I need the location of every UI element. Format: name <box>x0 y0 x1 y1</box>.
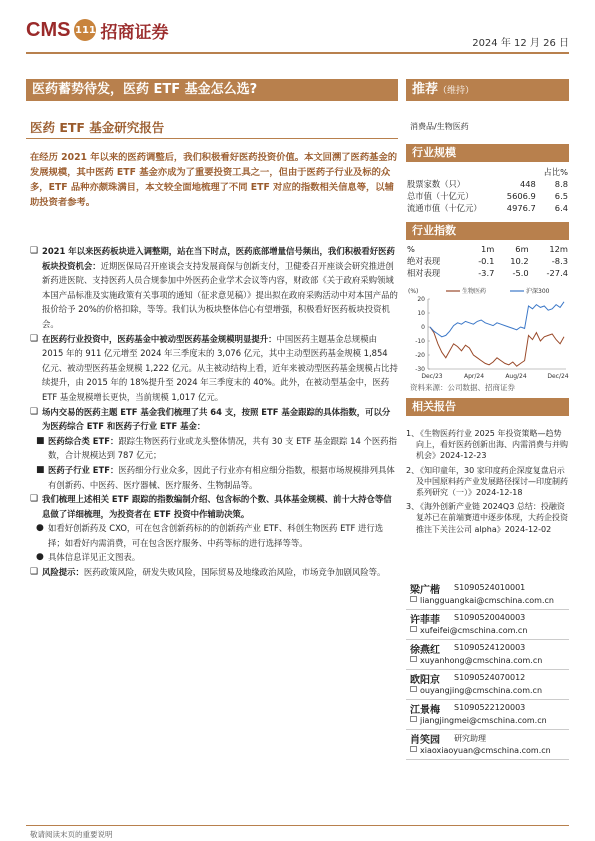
analyst-sid: S1090524010001 <box>454 583 526 592</box>
chart-y-tick: 0 <box>421 324 425 331</box>
bullet-marker-icon: ❑ <box>30 246 39 256</box>
scale-row-pct: 8.8 <box>554 179 568 189</box>
analyst-name: 徐燕红 <box>410 645 440 656</box>
analyst-card <box>406 671 569 701</box>
analyst-sid: S1090524070012 <box>454 673 526 682</box>
scale-row-label: 流通市值（十亿元） <box>407 203 482 213</box>
scale-row-pct: 6.5 <box>554 191 568 201</box>
index-cell: -27.4 <box>546 267 568 278</box>
bullet-text <box>48 521 398 550</box>
bullet-body: 具体信息详见正文图表。 <box>48 552 141 563</box>
analyst-card <box>406 641 569 671</box>
bullet-marker-icon: ❑ <box>30 333 39 344</box>
index-cell: -8.3 <box>551 255 568 266</box>
bullet-text <box>48 463 398 492</box>
scale-table <box>406 166 569 214</box>
section-related-reports: 相关报告 <box>406 398 569 416</box>
bullet-body: 医药细分行业众多，因此子行业亦有相应细分指数，根据市场规模排列具体有创新药、中医药、医疗器械、医疗服务、生物制品等。 <box>48 464 395 490</box>
analyst-sid: 研究助理 <box>454 734 486 743</box>
bullet-marker-icon: ■ <box>36 464 45 475</box>
bullet-body: 跟踪生物医药行业或龙头整体情况，共有 30 支 ETF 基金跟踪 14 个医药指数，合计规模达到 787 亿元； <box>48 435 397 461</box>
analyst-name: 江景梅 <box>410 705 440 716</box>
bullet-marker-icon: ❑ <box>30 494 39 505</box>
index-performance-chart <box>406 285 569 385</box>
analyst-email[interactable]: xufeifei@cmschina.com.cn <box>420 626 528 635</box>
bullet-text <box>42 332 398 405</box>
analyst-sid: S1090524120003 <box>454 643 526 652</box>
analyst-email[interactable]: jiangjingmei@cmschina.com.cn <box>420 716 547 725</box>
bullet-item <box>30 550 398 565</box>
analyst-sid: S1090520040003 <box>454 613 526 622</box>
index-cell: -3.7 <box>478 267 495 278</box>
index-col-head: 1m <box>481 243 495 254</box>
index-row-label: 绝对表现 <box>407 255 441 266</box>
bullet-marker-icon: ■ <box>36 435 45 446</box>
chart-ylabel: (%) <box>408 288 419 295</box>
table-row <box>406 255 569 267</box>
bullet-lead: 在医药行业投资中，医药基金中被动型医药基金规模明显提升： <box>42 333 277 344</box>
analyst-list <box>406 581 569 761</box>
chart-source: 资料来源：公司数据、招商证券 <box>410 383 515 392</box>
summary-paragraph: 在经历 2021 年以来的医药调整后，我们积极看好医药投资价值。本文回溯了医药基金的发展规模，其中医药 ETF 基金亦成为了重要投资工具之一，但由于医药子行业及标的众多，ETF 品种亦颇珠满目，本文较全面地梳理了不同 ETF 对应的指数相关信息等，以辅助投资者参考。 <box>30 152 398 208</box>
analyst-card <box>406 731 569 761</box>
related-report-list <box>406 428 569 538</box>
logo-text-en: CMS <box>26 18 71 41</box>
scale-row-label: 股票家数（只） <box>407 179 466 189</box>
bullet-marker-icon: ❑ <box>30 567 39 578</box>
bullet-list <box>30 244 398 580</box>
scale-row-value: 5606.9 <box>506 191 536 201</box>
chart-y-tick: -30 <box>415 366 425 373</box>
report-subtitle: 医药 ETF 基金研究报告 <box>30 120 165 135</box>
bullet-item <box>30 565 398 580</box>
header-divider <box>26 52 569 54</box>
analyst-name: 欧阳京 <box>410 675 440 686</box>
bullet-text <box>42 405 398 434</box>
chart-x-tick: Aug/24 <box>505 373 527 380</box>
bullet-lead: 风险提示： <box>42 567 84 578</box>
analyst-name: 许菲菲 <box>410 615 440 626</box>
report-number: 1、 <box>406 429 420 438</box>
email-icon <box>410 686 417 692</box>
company-logo <box>26 18 168 42</box>
index-col-head: 6m <box>515 243 529 254</box>
report-title: 医药蓄势待发，医药 ETF 基金怎么选? <box>26 79 398 101</box>
rating-band <box>406 79 569 101</box>
index-cell: -5.0 <box>512 267 529 278</box>
email-icon <box>410 596 417 602</box>
industry-label: 消费品/生物医药 <box>410 122 469 131</box>
table-row <box>406 190 569 202</box>
table-row <box>406 178 569 190</box>
chart-legend-label: 生物医药 <box>462 288 487 295</box>
table-row <box>406 267 569 279</box>
scale-col-head: 占比% <box>543 167 568 177</box>
table-row <box>406 166 569 178</box>
analyst-email[interactable]: xiaoxiaoyuan@cmschina.com.cn <box>420 746 551 755</box>
report-date: 2024 年 12 月 26 日 <box>472 38 569 49</box>
bullet-lead: 医药综合类 ETF： <box>48 435 119 446</box>
chart-svg <box>406 285 569 383</box>
analyst-divider <box>406 759 569 760</box>
analyst-divider <box>406 609 569 610</box>
analyst-sid: S1090522120003 <box>454 703 526 712</box>
analyst-email[interactable]: ouyangjing@cmschina.com.cn <box>420 686 543 695</box>
report-title-link[interactable]: 《生物医药行业 2025 年投资策略—趋势向上，看好医药创新出海、内需消费与并购机会》2024-12-23 <box>416 429 568 461</box>
analyst-card <box>406 701 569 731</box>
bullet-marker-icon: ● <box>36 552 44 563</box>
scale-row-pct: 6.4 <box>554 203 568 213</box>
email-icon <box>410 656 417 662</box>
related-report-item[interactable] <box>406 501 569 535</box>
bullet-body: 中国医药主题基金总规模由 2015 年的 911 亿元增至 2024 年三季度末的 3,076 亿元，其中主动型医药基金规模 1,854 亿元、被动型医药基金规模 1,222 亿元。从主被动结构上看，近年来被动型医药基金规模占比持续提升，由 2015 年的 18%提升至 2024 年三季度末的 40%。此外，在被动型基金中，医药 ETF 基金规模增长更快，当前规模 1,017 亿元。 <box>42 333 398 402</box>
footer-divider <box>26 825 569 826</box>
report-number: 3、 <box>406 502 420 512</box>
analyst-divider <box>406 639 569 640</box>
bullet-lead: 2021 年以来医药板块进入调整期，站在当下时点，医药底部增量信号频出，我们积极看好医药板块投资机会： <box>42 246 395 271</box>
bullet-item <box>30 244 398 332</box>
index-table <box>406 243 569 279</box>
index-row-label: 相对表现 <box>407 267 441 278</box>
subtitle-divider <box>26 138 398 139</box>
bullet-text <box>48 434 398 463</box>
report-number: 2、 <box>406 465 420 475</box>
analyst-divider <box>406 729 569 730</box>
bullet-lead: 我们梳理上述相关 ETF 跟踪的指数编制介绍、包含标的个数、具体基金规模、前十大持仓等信息做了详细梳理，为投资者在 ETF 投资中作辅助决策。 <box>42 494 392 519</box>
bullet-body: 如看好创新药及 CXO，可在包含创新药标的的创新药产业 ETF、科创生物医药 ETF 进行选择；如看好内需消费，可在包含医疗服务、中药等标的进行选择等等。 <box>48 523 384 548</box>
index-cell: -0.1 <box>478 255 495 266</box>
analyst-name: 肖笑园 <box>410 735 440 746</box>
related-report-item[interactable] <box>406 428 569 462</box>
bullet-text <box>42 244 398 332</box>
analyst-name: 梁广楷 <box>410 585 440 596</box>
bullet-text <box>42 565 398 580</box>
bullet-item <box>30 463 398 492</box>
bullet-marker-icon: ❑ <box>30 406 39 417</box>
table-row <box>406 243 569 255</box>
rating-note: （维持） <box>438 86 475 96</box>
index-col-head: 12m <box>549 243 568 254</box>
report-title-link[interactable]: 《海外创新产业链 2024Q3 总结：投融资复苏已在前端赛道中逐步体现，大药企投资推注下关注公司 alpha》2024-12-02 <box>416 502 568 534</box>
scale-row-value: 448 <box>519 179 536 189</box>
chart-x-tick: Dec/24 <box>547 373 569 380</box>
logo-text-cn: 招商证券 <box>100 22 169 43</box>
email-icon <box>410 746 417 752</box>
report-title-link[interactable]: 《知印童年，30 家印度药企深度复盘启示及中国原料药产业发展路径探讨—印度制药系列研究（一）》2024-12-18 <box>416 465 568 498</box>
chart-x-tick: Dec/23 <box>421 373 443 380</box>
scale-row-value: 4976.7 <box>506 203 536 213</box>
chart-x-tick: Apr/24 <box>463 373 485 380</box>
chart-y-tick: 20 <box>417 296 425 303</box>
chart-y-tick: -10 <box>415 338 425 345</box>
chart-series-line-1 <box>430 327 564 366</box>
scale-row-label: 总市值（十亿元） <box>407 191 474 201</box>
bullet-item <box>30 521 398 550</box>
footer-note: 敬请阅读末页的重要说明 <box>30 830 113 839</box>
analyst-card <box>406 581 569 611</box>
section-industry-scale: 行业规模 <box>406 144 569 162</box>
bullet-marker-icon: ● <box>36 523 44 534</box>
section-industry-index: 行业指数 <box>406 222 569 240</box>
index-col-head: % <box>407 243 415 254</box>
analyst-email[interactable]: liangguangkai@cmschina.com.cn <box>420 596 554 605</box>
table-row <box>406 202 569 214</box>
bullet-item <box>30 434 398 463</box>
chart-y-tick: -20 <box>415 352 425 359</box>
bullet-item <box>30 332 398 405</box>
bullet-item <box>30 405 398 434</box>
analyst-email[interactable]: xuyanhong@cmschina.com.cn <box>420 656 543 665</box>
chart-legend-label: 沪深300 <box>526 288 550 295</box>
bullet-lead: 场内交易的医药主题 ETF 基金我们梳理了共 64 支，按照 ETF 基金跟踪的具体指数，可以分为医药综合 ETF 和医药子行业 ETF 基金： <box>42 406 391 432</box>
analyst-divider <box>406 699 569 700</box>
related-report-item[interactable] <box>406 465 569 499</box>
bullet-text <box>42 492 398 521</box>
logo-mark-icon: 111 <box>74 19 96 41</box>
bullet-item <box>30 492 398 521</box>
bullet-body: 近期医保局召开座谈会支持发展商保与创新支付，卫健委召开座谈会研究推进创新药进医院、支持医药人员合规参加中外医药企业学术会议等内容，财政部《关于政府采购领域本国产品标准及实施政策有关事项的通知（征求意见稿）》提出拟在政府采购活动中对本国产品的报价给予 20%的价格扣除，等等。我们认为板块整体信心有望增强，积极看好医药板块投资机会。 <box>42 260 398 329</box>
rating-label: 推荐 <box>412 82 439 97</box>
email-icon <box>410 626 417 632</box>
index-cell: 10.2 <box>510 255 529 266</box>
bullet-text <box>48 550 398 565</box>
email-icon <box>410 716 417 722</box>
bullet-lead: 医药子行业 ETF： <box>48 464 119 475</box>
chart-series-line-2 <box>430 302 564 337</box>
chart-y-tick: 10 <box>417 310 425 317</box>
bullet-body: 医药政策风险，研发失败风险，国际贸易及地缘政治风险，市场竞争加剧风险等。 <box>83 567 386 578</box>
analyst-divider <box>406 669 569 670</box>
analyst-card <box>406 611 569 641</box>
